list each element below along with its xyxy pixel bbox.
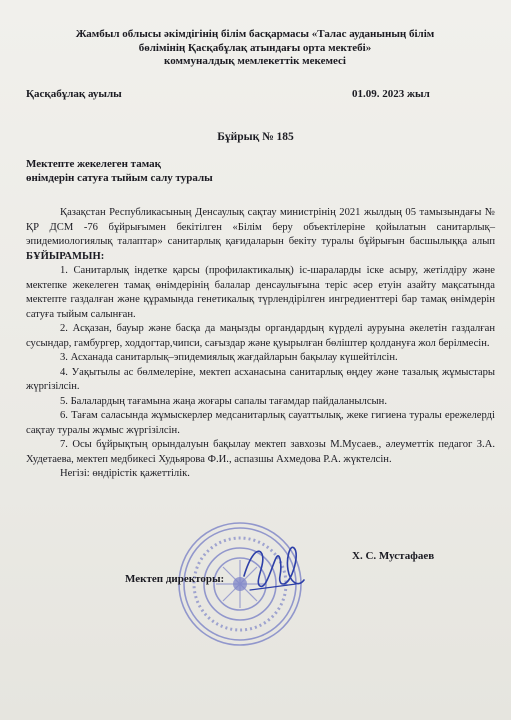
order-date: 01.09. 2023 жыл: [352, 88, 430, 100]
order-item-3: 3. Асханада санитарлық–эпидемиялық жағдайларын бақылау күшейтілсін.: [60, 352, 398, 363]
order-item-5: 5. Балалардың тағамына жаңа жоғары сапалы тағамдар пайдаланылсын.: [60, 395, 387, 407]
subject-line-1: Мектепте жекелеген тамақ: [26, 158, 161, 170]
place-name: Қасқабұлақ ауылы: [26, 88, 122, 100]
order-body: [26, 206, 495, 482]
order-item-2: 2. Асқазан, бауыр және басқа да маңызды органдардың күрделі ауруына әкелетін газдалған сусындар, гамбургер, ходдогтар,чипси, сағыздар және қуырылған бөліштер қолдануға жол берілмесін.: [26, 323, 495, 349]
order-subject: [26, 157, 213, 185]
order-item-4: 4. Уақытылы ас бөлмелеріне, мектеп асханасына санитарлық өңдеу және тазалық жұмыстары жүргізілсін.: [26, 366, 495, 392]
preamble-text: Қазақстан Республикасының Денсаулық сақтау министрінің 2021 жылдың 05 тамызындағы № ҚР ДСМ -76 бұйрығымен бекітілген «Білім беру объектілеріне қойылатын санитарлық–эпидемиологиялық талаптар» санитарлық қағидаларын бекіту туралы бұйрығын басшылыққа алып: [26, 207, 495, 247]
order-title: Бұйрық № 185: [217, 131, 294, 143]
order-item-1: 1. Санитарлық індетке қарсы (профилактикалық) іс-шараларды іске асыру, жетілдіру және мектепке жекелеген тамақ өнімдерінің балалар денсаулығына теріс әсер етуін азайту мақсатында мектепте газдалған және құрамында генетикалық түрлендірілген ингредиенттері бар тамақ өнімдерін сатуға тыйым салынған.: [26, 265, 495, 320]
order-word: БҰЙЫРАМЫН:: [26, 250, 105, 262]
basis-line: Негізі: өндірістік қажеттілік.: [60, 468, 190, 479]
order-item-7: 7. Осы бұйрықтың орындалуын бақылау мектеп завхозы М.Мусаев., әлеуметтік педагог З.А. Худетаева, мектеп медбикесі Худьярова Ф.И., аспазшы Ахмедова Р.А. жүктелсін.: [26, 439, 495, 465]
organization-header: [20, 28, 490, 69]
director-name: Х. С. Мустафаев: [352, 550, 435, 562]
subject-line-2: өнімдерін сатуға тыйым салу туралы: [26, 172, 213, 184]
preamble-paragraph: [26, 206, 495, 264]
header-line-1: Жамбыл облысы әкімдігінің білім басқармасы «Талас ауданының білім: [75, 28, 435, 40]
order-item-6: 6. Тағам саласында жұмыскерлер медсанитарлық сауаттылық, жеке гигиена туралы ережелерді сақтау туралы жұмыс жүргізілсін.: [26, 410, 495, 436]
header-line-3: коммуналдық мемлекеттік мекемесі: [164, 55, 346, 67]
director-signature: [236, 536, 308, 600]
header-line-2: бөлімінің Қасқабұлақ атындағы орта мектебі»: [138, 41, 372, 54]
signature-title: Мектеп директоры:: [125, 573, 225, 585]
